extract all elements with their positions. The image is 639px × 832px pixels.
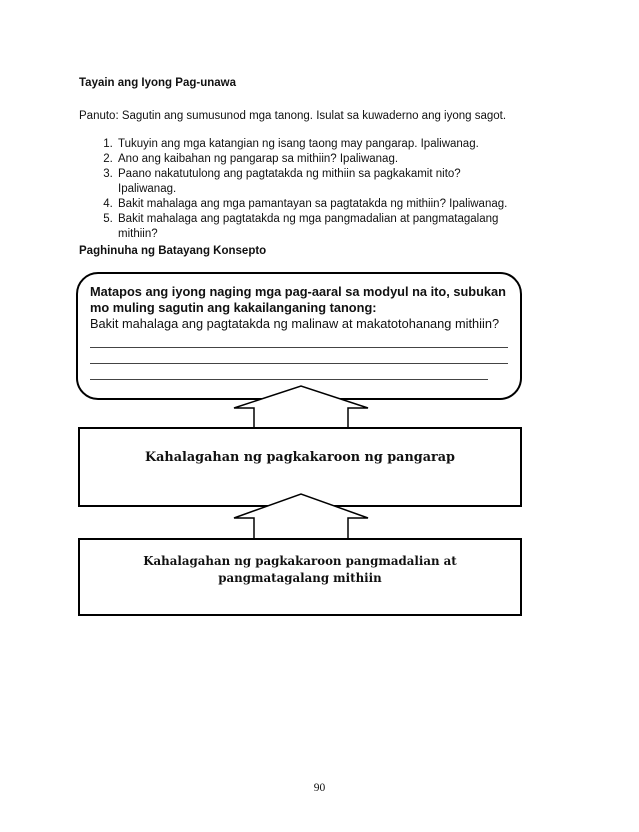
up-arrow-top [232, 384, 370, 430]
mithiin-box [78, 538, 522, 616]
answer-line[interactable] [90, 364, 488, 380]
reflection-prompt: Matapos ang iyong naging mga pag-aaral sa modyul na ito, subukan mo muling sagutin ang kakailanganing tanong: [90, 284, 506, 315]
answer-line[interactable] [90, 348, 508, 364]
pangarap-label: Kahalagahan ng pagkakaroon ng pangarap [144, 450, 455, 465]
question-item: 2. Ano ang kaibahan ng pangarap sa mithiin? Ipaliwanag. [116, 152, 556, 167]
page-number: 90 [313, 782, 326, 794]
essential-question: Bakit mahalaga ang pagtatakda ng malinaw at makatotohanang mithiin? [90, 316, 500, 331]
question-list [94, 137, 556, 242]
reflection-box [76, 272, 522, 400]
question-item: 4. Bakit mahalaga ang mga pamantayan sa pagtatakda ng mithiin? Ipaliwanag. [116, 197, 556, 212]
section-title-tayain: Tayain ang Iyong Pag-unawa [79, 77, 236, 89]
question-item: 5. Bakit mahalaga ang pagtatakda ng mga pangmadalian at pangmatagalang mithiin? [116, 212, 528, 242]
question-item: 3. Paano nakatutulong ang pagtatakda ng mithiin sa pagkakamit nito? Ipaliwanag. [116, 167, 498, 197]
up-arrow-bottom [232, 492, 370, 542]
answer-line[interactable] [90, 332, 508, 348]
section-title-paghinuha: Paghinuha ng Batayang Konsepto [79, 245, 267, 257]
question-item: 1. Tukuyin ang mga katangian ng isang taong may pangarap. Ipaliwanag. [116, 137, 556, 152]
instructions: Panuto: Sagutin ang sumusunod mga tanong. Isulat sa kuwaderno ang iyong sagot. [79, 110, 507, 122]
mithiin-label: Kahalagahan ng pagkakaroon pangmadalian at pangmatagalang mithiin [143, 554, 457, 585]
